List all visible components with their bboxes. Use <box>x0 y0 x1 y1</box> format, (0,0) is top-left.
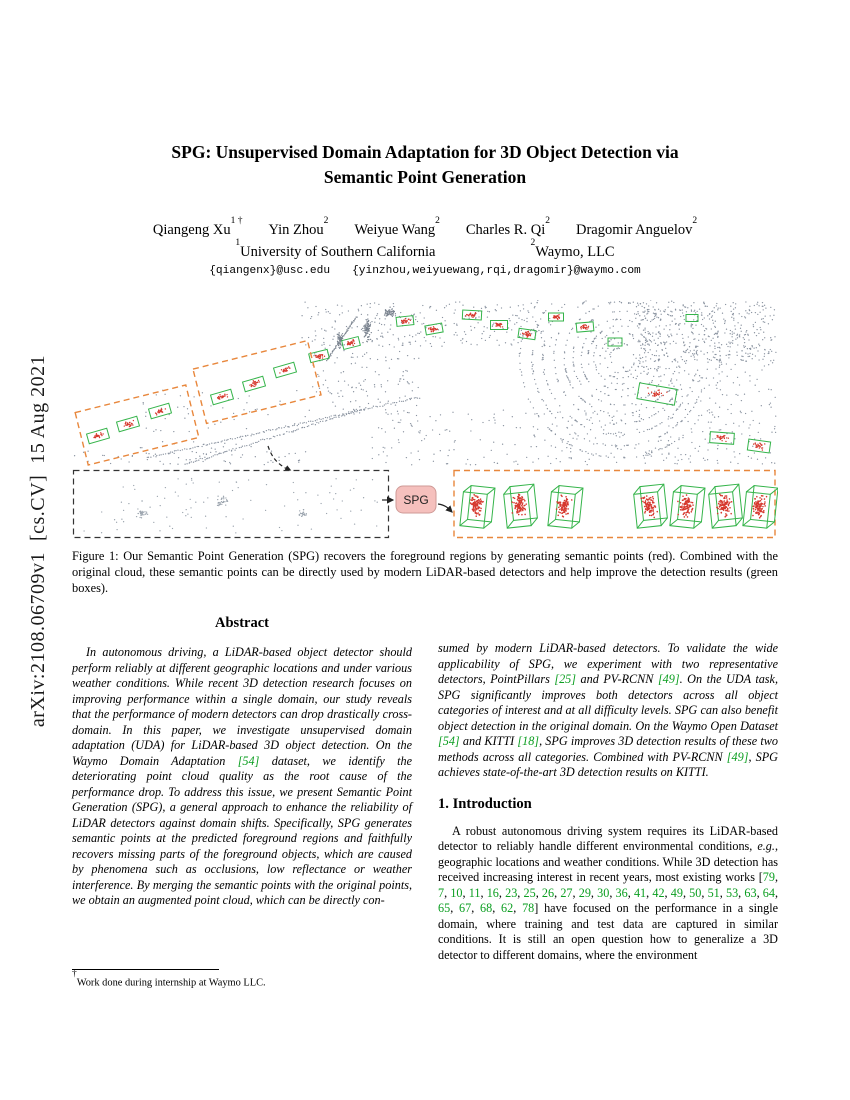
figure-caption: Figure 1: Our Semantic Point Generation (SPG) recovers the foreground regions by generating semantic points (red). Combined with the original cloud, these semantic points can be directly used by modern LiDAR-based detectors and help improve the detection results (green boxes). <box>72 549 778 595</box>
semantic-point-clusters <box>460 484 778 529</box>
citation-link[interactable]: 67 <box>459 901 472 915</box>
paper-title <box>0 140 850 190</box>
spg-output-arrow <box>438 504 452 512</box>
author: Weiyue Wang$^2$ <box>354 216 440 238</box>
pointcloud-figure <box>72 300 778 540</box>
abstract-paragraph: In autonomous driving, a LiDAR-based object detector should perform reliably at different geographic locations and under various weather conditions. While recent 3D detection research focuses on improving performance within a single domain, our study reveals that the performance of modern detectors can drop drastically cross-domain. In this paper, we investigate unsupervised domain adaptation (UDA) for LiDAR-based 3D object detection. On the Waymo Domain Adaptation [54] dataset, we identify the deteriorating point cloud quality as the root cause of the performance drop. To address this issue, we present Semantic Point Generation (SPG), a general approach to enhance the reliability of LiDAR detectors against domain shifts. Specifically, SPG generates semantic points at the predicted foreground regions and faithfully recovers missing parts of the foreground objects, which are caused by phenomena such as occlusions, low reflectance or weather interference. By merging the semantic points with the original points, we obtain an augmented point cloud, which can be directly con- <box>72 645 412 907</box>
title-line-1: SPG: Unsupervised Domain Adaptation for 3D Object Detection via <box>171 142 679 162</box>
left-column <box>72 613 412 909</box>
citation-link[interactable]: [25] <box>554 672 577 686</box>
citation-link[interactable]: 26 <box>541 885 555 900</box>
introduction-heading: 1. Introduction <box>438 795 532 812</box>
citation-link[interactable]: 50 <box>689 885 702 900</box>
arxiv-banner: arXiv:2108.06709v1 [cs.CV] 15 Aug 2021 <box>27 354 49 728</box>
citation-link[interactable]: 41 <box>633 885 647 900</box>
affiliation-list <box>0 238 850 261</box>
citation-link[interactable]: [54] <box>438 734 460 748</box>
footnote <box>72 969 412 988</box>
citation-link[interactable]: 63 <box>744 885 757 900</box>
citation-link[interactable]: 7 <box>438 885 445 900</box>
author: Charles R. Qi$^2$ <box>465 216 550 238</box>
citation-link[interactable]: 53 <box>725 885 739 900</box>
citation-link[interactable]: [54] <box>237 753 260 768</box>
citation-link[interactable]: 64 <box>762 885 775 900</box>
citation-link[interactable]: 27 <box>560 885 573 900</box>
citation-link[interactable]: 49 <box>670 885 683 900</box>
citation-link[interactable]: 65 <box>438 901 451 915</box>
citation-link[interactable]: [49] <box>657 672 680 686</box>
citation-link[interactable]: 10 <box>450 885 463 900</box>
citation-link[interactable]: 79 <box>762 870 775 884</box>
footnote-rule <box>72 969 219 970</box>
pointcloud-dots <box>74 300 777 465</box>
citation-link[interactable]: 11 <box>468 885 481 900</box>
author: Yin Zhou$^2$ <box>268 216 329 238</box>
citation-link[interactable]: 42 <box>652 885 665 900</box>
citation-link[interactable]: 62 <box>501 901 514 915</box>
introduction-paragraph: A robust autonomous driving system requires its LiDAR-based detector to reliably handle different environmental conditions, e.g., geographic locations and weather conditions. While 3D detection has received increasing interest in recent years, most existing works [79, 7, 10, 11, 16, 23, 25, 26, 27, 29, 30, 36, 41, 42, 49, 50, 51, 53, 63, 64, 65, 67, 68, 62, 78] have focused on the performance in a single domain, where training and test data are captured in similar conditions. It is still an open question how to generalize a 3D detector to different domains, where the environment <box>438 823 779 962</box>
highlight-region-box-1 <box>75 385 199 465</box>
figure-1 <box>72 300 778 540</box>
email-line <box>0 265 850 277</box>
author: Dragomir Anguelov$^2$ <box>575 216 698 238</box>
footnote-text: Work done during internship at Waymo LLC. <box>76 977 266 989</box>
right-column <box>438 613 778 963</box>
citation-link[interactable]: 36 <box>615 885 628 900</box>
citation-link[interactable]: [18] <box>517 734 540 748</box>
citation-link[interactable]: 30 <box>597 885 610 900</box>
abstract-continued: sumed by modern LiDAR-based detectors. To validate the wide applicability of SPG, we experiment with two representative detectors, PointPillars [25] and PV-RCNN [49]. On the UDA task, SPG significantly improves both detectors across all object categories of interest and at all difficulty levels. SPG can also benefit object detection in the original domain. On the Waymo Open Dataset [54] and KITTI [18], SPG improves 3D detection results of these two methods across all categories. Combined with PV-RCNN [49], SPG achieves state-of-the-art 3D detection results on KITTI. <box>438 641 778 779</box>
spg-label: SPG <box>403 493 429 507</box>
citation-link[interactable]: 68 <box>480 901 493 915</box>
italic-text: e.g. <box>757 839 775 853</box>
citation-link[interactable]: [49] <box>726 749 749 764</box>
citation-link[interactable]: 51 <box>707 885 720 900</box>
email-usc: {qiangenx}@usc.edu <box>209 265 331 277</box>
author-list <box>0 216 850 239</box>
zoom-inset-box <box>74 471 389 538</box>
affiliation: $^2$Waymo, LLC <box>530 238 615 260</box>
citation-link[interactable]: 23 <box>505 885 518 900</box>
citation-link[interactable]: 16 <box>486 885 499 900</box>
abstract-heading: Abstract <box>215 615 269 631</box>
citation-link[interactable]: 78 <box>522 901 535 915</box>
citation-link[interactable]: 25 <box>523 885 536 900</box>
citation-link[interactable]: 29 <box>578 885 591 900</box>
title-line-2: Semantic Point Generation <box>323 167 527 187</box>
zoom-arrow <box>268 446 291 471</box>
footnote-marker: † <box>72 969 77 979</box>
author: Qiangeng $Xu^{1 \dagger}$ <box>152 216 243 238</box>
affiliation: $^1$University of Southern California <box>235 238 436 260</box>
email-waymo: {yinzhou,weiyuewang,rqi,dragomir}@waymo.com <box>352 265 641 277</box>
